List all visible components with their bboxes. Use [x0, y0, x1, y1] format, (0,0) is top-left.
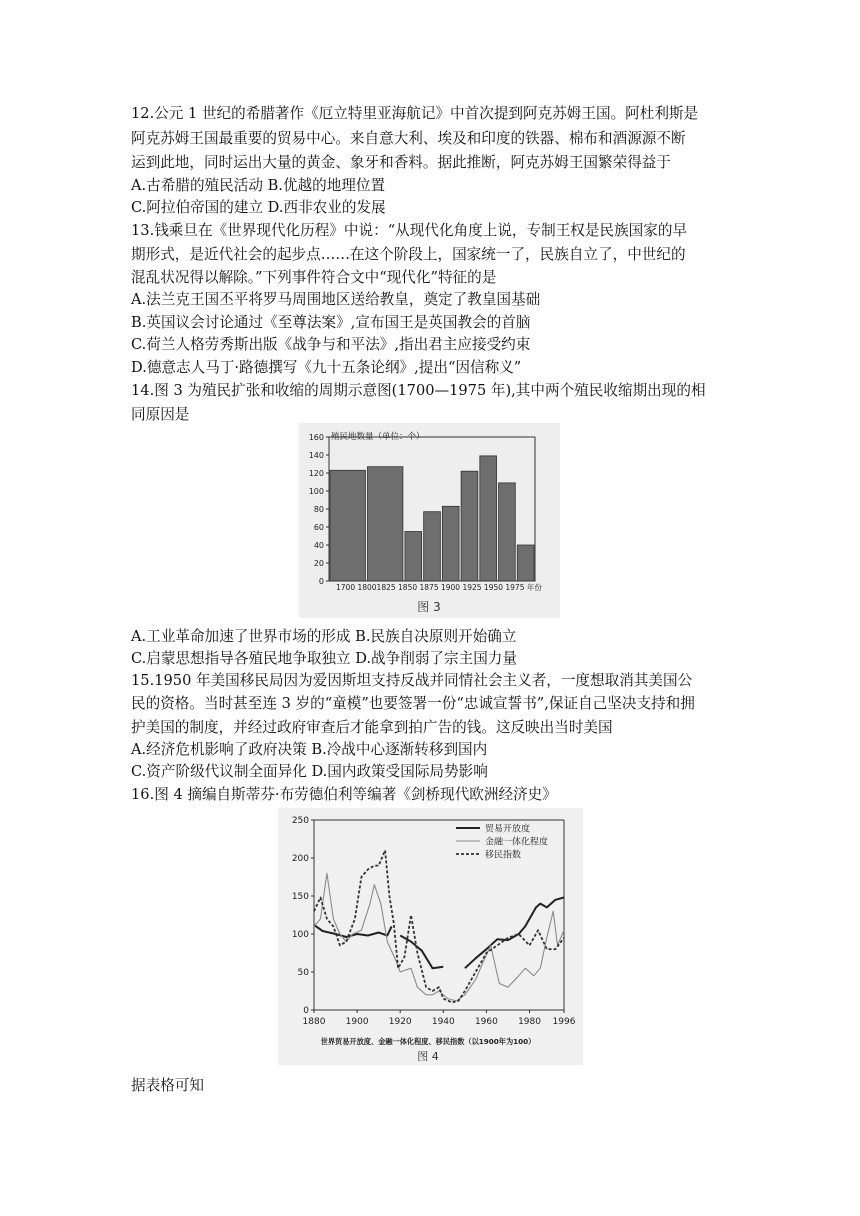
q15-line-2: 民的资格。当时甚至连 3 岁的“童模”也要签署一份“忠诚宣誓书”,保证自己坚决支持和拥: [131, 695, 695, 712]
chart3-bar: [499, 483, 516, 581]
chart3-bar: [442, 506, 459, 581]
chart4-y-tick-label: 200: [291, 854, 309, 864]
q13-option-d: D.德意志人马丁·路德撰写《九十五条论纲》,提出“因信称义”: [131, 359, 522, 376]
colony-count-bar-chart: [299, 423, 560, 618]
chart4-x-tick-label: 1900: [345, 1017, 369, 1027]
chart3-x-ticks: 1700 18001825 1850 1875 1900 1925 1950 1975 年份: [336, 583, 542, 592]
chart3-bar: [461, 471, 478, 581]
chart3-bar: [517, 545, 534, 581]
q16-line-1: 16.图 4 摘编自斯蒂芬·布劳德伯利等编著《剑桥现代欧洲经济史》: [131, 786, 557, 803]
chart3-y-tick-label: 100: [308, 487, 324, 496]
chart3-bar: [367, 467, 402, 581]
chart4-x-tick-label: 1940: [431, 1017, 455, 1027]
chart3-y-tick-label: 0: [318, 577, 324, 586]
q15-line-3: 护美国的制度，并经过政府审查后才能拿到拍广告的钱。这反映出当时美国: [131, 719, 613, 736]
economy-index-line-chart: [278, 808, 583, 1065]
chart4-y-tick-label: 100: [291, 930, 309, 940]
q14-line-1: 14.图 3 为殖民扩张和收缩的周期示意图(1700—1975 年),其中两个殖民收缩期出现的相: [131, 382, 706, 399]
figure-4: [278, 808, 583, 1065]
chart3-y-tick-label: 160: [308, 433, 324, 442]
chart4-series-line: [314, 873, 564, 1001]
chart4-legend-label: 贸易开放度: [485, 824, 531, 835]
chart4-legend-label: 金融一体化程度: [485, 837, 549, 848]
chart4-series-line: [465, 898, 564, 969]
q13-option-c: C.荷兰人格劳秀斯出版《战争与和平法》,指出君主应接受约束: [131, 336, 531, 353]
q15-line-1: 15.1950 年美国移民局因为爱因斯坦支持反战并同情社会主义者，一度想取消其美国公: [131, 672, 693, 689]
chart3-title: 殖民地数量（单位：个）: [331, 432, 425, 442]
q14-options-ab: A.工业革命加速了世界市场的形成 B.民族自决原则开始确立: [131, 628, 517, 645]
q12-line-1: 12.公元 1 世纪的希腊著作《厄立特里亚海航记》中首次提到阿克苏姆王国。阿杜利斯是: [131, 105, 699, 122]
chart4-y-tick-label: 250: [291, 816, 309, 826]
chart4-caption: 图 4: [417, 1050, 439, 1063]
figure-3: [299, 423, 560, 618]
q15-options-cd: C.资产阶级代议制全面异化 D.国内政策受国际局势影响: [131, 763, 488, 780]
chart4-x-tick-label: 1980: [518, 1017, 541, 1027]
q13-line-3: 混乱状况得以解除。”下列事件符合文中“现代化”特征的是: [131, 269, 497, 286]
chart3-y-tick-label: 140: [308, 451, 324, 460]
chart3-y-tick-label: 60: [313, 523, 324, 532]
chart4-xlabel: 世界贸易开放度、金融一体化程度、移民指数（以1900年为100）: [320, 1037, 536, 1046]
q16-after-text: 据表格可知: [131, 1077, 204, 1094]
chart3-y-tick-label: 80: [313, 505, 324, 514]
chart4-legend-label: 移民指数: [485, 850, 522, 861]
chart4-series-line: [400, 936, 443, 969]
q12-options-ab: A.古希腊的殖民活动 B.优越的地理位置: [131, 177, 386, 194]
q13-line-2: 期形式，是近代社会的起步点……在这个阶段上，国家统一了，民族自立了，中世纪的: [131, 246, 686, 263]
chart4-series-line: [314, 850, 564, 1002]
chart3-y-tick-label: 120: [308, 469, 324, 478]
chart3-bar: [424, 512, 441, 581]
q14-options-cd: C.启蒙思想指导各殖民地争取独立 D.战争削弱了宗主国力量: [131, 650, 517, 667]
chart4-x-tick-label: 1880: [302, 1017, 326, 1027]
q12-options-cd: C.阿拉伯帝国的建立 D.西非农业的发展: [131, 199, 386, 216]
q13-option-a: A.法兰克王国丕平将罗马周围地区送给教皇，奠定了教皇国基础: [131, 291, 541, 308]
chart3-bar: [330, 470, 365, 581]
chart4-y-tick-label: 150: [291, 892, 309, 902]
chart4-x-tick-label: 1996: [552, 1017, 576, 1027]
q15-options-ab: A.经济危机影响了政府决策 B.冷战中心逐渐转移到国内: [131, 741, 488, 758]
q12-line-2: 阿克苏姆王国最重要的贸易中心。来自意大利、埃及和印度的铁器、棉布和酒源源不断: [131, 130, 686, 147]
chart3-y-tick-label: 20: [313, 559, 324, 568]
chart3-bar: [405, 532, 422, 582]
q13-option-b: B.英国议会讨论通过《至尊法案》,宣布国王是英国教会的首脑: [131, 314, 531, 331]
chart4-y-tick-label: 0: [303, 1006, 309, 1016]
chart4-x-tick-label: 1920: [388, 1017, 412, 1027]
chart4-x-tick-label: 1960: [474, 1017, 498, 1027]
q13-line-1: 13.钱乘旦在《世界现代化历程》中说：“从现代化角度上说，专制王权是民族国家的早: [131, 222, 688, 239]
chart3-caption: 图 3: [417, 600, 441, 614]
q12-line-3: 运到此地，同时运出大量的黄金、象牙和香料。据此推断，阿克苏姆王国繁荣得益于: [131, 154, 671, 171]
chart4-y-tick-label: 50: [297, 968, 309, 978]
chart3-y-tick-label: 40: [313, 541, 324, 550]
q14-line-2: 同原因是: [131, 406, 190, 423]
chart3-bar: [480, 456, 497, 581]
